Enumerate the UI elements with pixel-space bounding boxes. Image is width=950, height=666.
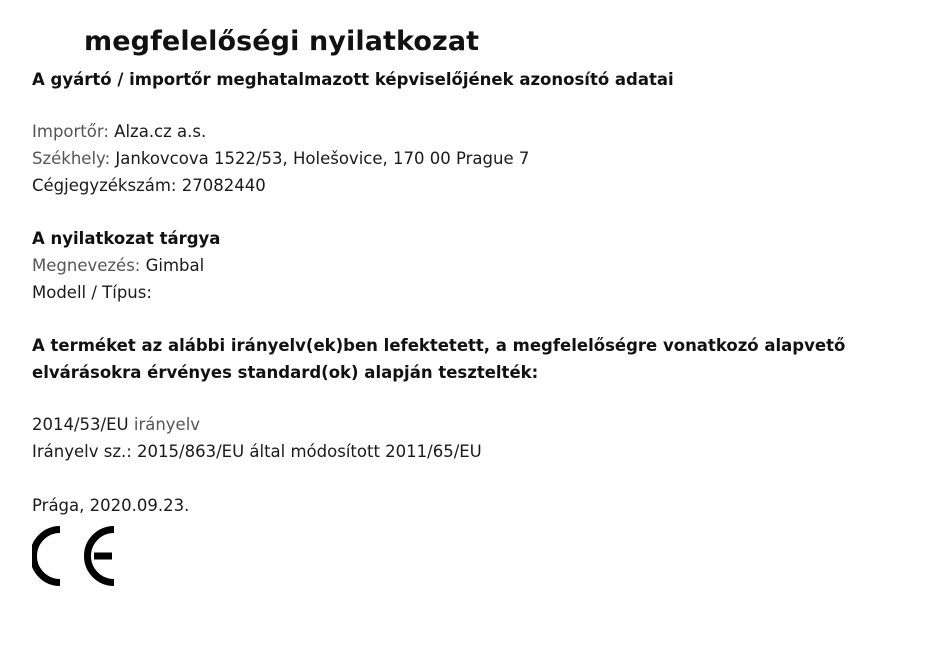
model-type-label: Modell / Típus: bbox=[32, 283, 152, 302]
subject-heading: A nyilatkozat tárgya bbox=[32, 229, 221, 248]
directives-list bbox=[32, 411, 482, 465]
product-name-label: Megnevezés: bbox=[32, 256, 141, 275]
importer-label: Importőr: bbox=[32, 122, 109, 141]
tested-statement bbox=[32, 332, 845, 386]
product-name-value: Gimbal bbox=[145, 256, 205, 275]
place-date: Prága, 2020.09.23. bbox=[32, 496, 190, 515]
directive-1-label: irányelv bbox=[133, 415, 201, 434]
ce-mark-icon bbox=[32, 526, 116, 586]
registration-line bbox=[32, 172, 529, 199]
tested-statement-line-1: A terméket az alábbi irányelv(ek)ben lefektetett, a megfelelőségre vonatkozó alapvető bbox=[32, 336, 846, 355]
document-title: megfelelőségi nyilatkozat bbox=[84, 26, 480, 57]
importer-value: Alza.cz a.s. bbox=[114, 122, 207, 141]
importer-details bbox=[32, 118, 529, 199]
product-name-line bbox=[32, 252, 204, 279]
seat-label: Székhely: bbox=[32, 149, 111, 168]
seat-line bbox=[32, 145, 529, 172]
directive-1-code: 2014/53/EU bbox=[32, 415, 129, 434]
importer-line bbox=[32, 118, 529, 145]
directive-2: Irányelv sz.: 2015/863/EU által módosított 2011/65/EU bbox=[32, 442, 482, 461]
seat-value: Jankovcova 1522/53, Holešovice, 170 00 Prague 7 bbox=[115, 149, 530, 168]
tested-statement-line-2: elvárásokra érvényes standard(ok) alapján tesztelték: bbox=[32, 363, 539, 382]
directive-1 bbox=[32, 411, 482, 438]
registration-label: Cégjegyzékszám: bbox=[32, 176, 177, 195]
registration-value: 27082440 bbox=[181, 176, 266, 195]
subject-details bbox=[32, 252, 204, 306]
manufacturer-heading: A gyártó / importőr meghatalmazott képviselőjének azonosító adatai bbox=[32, 70, 674, 89]
